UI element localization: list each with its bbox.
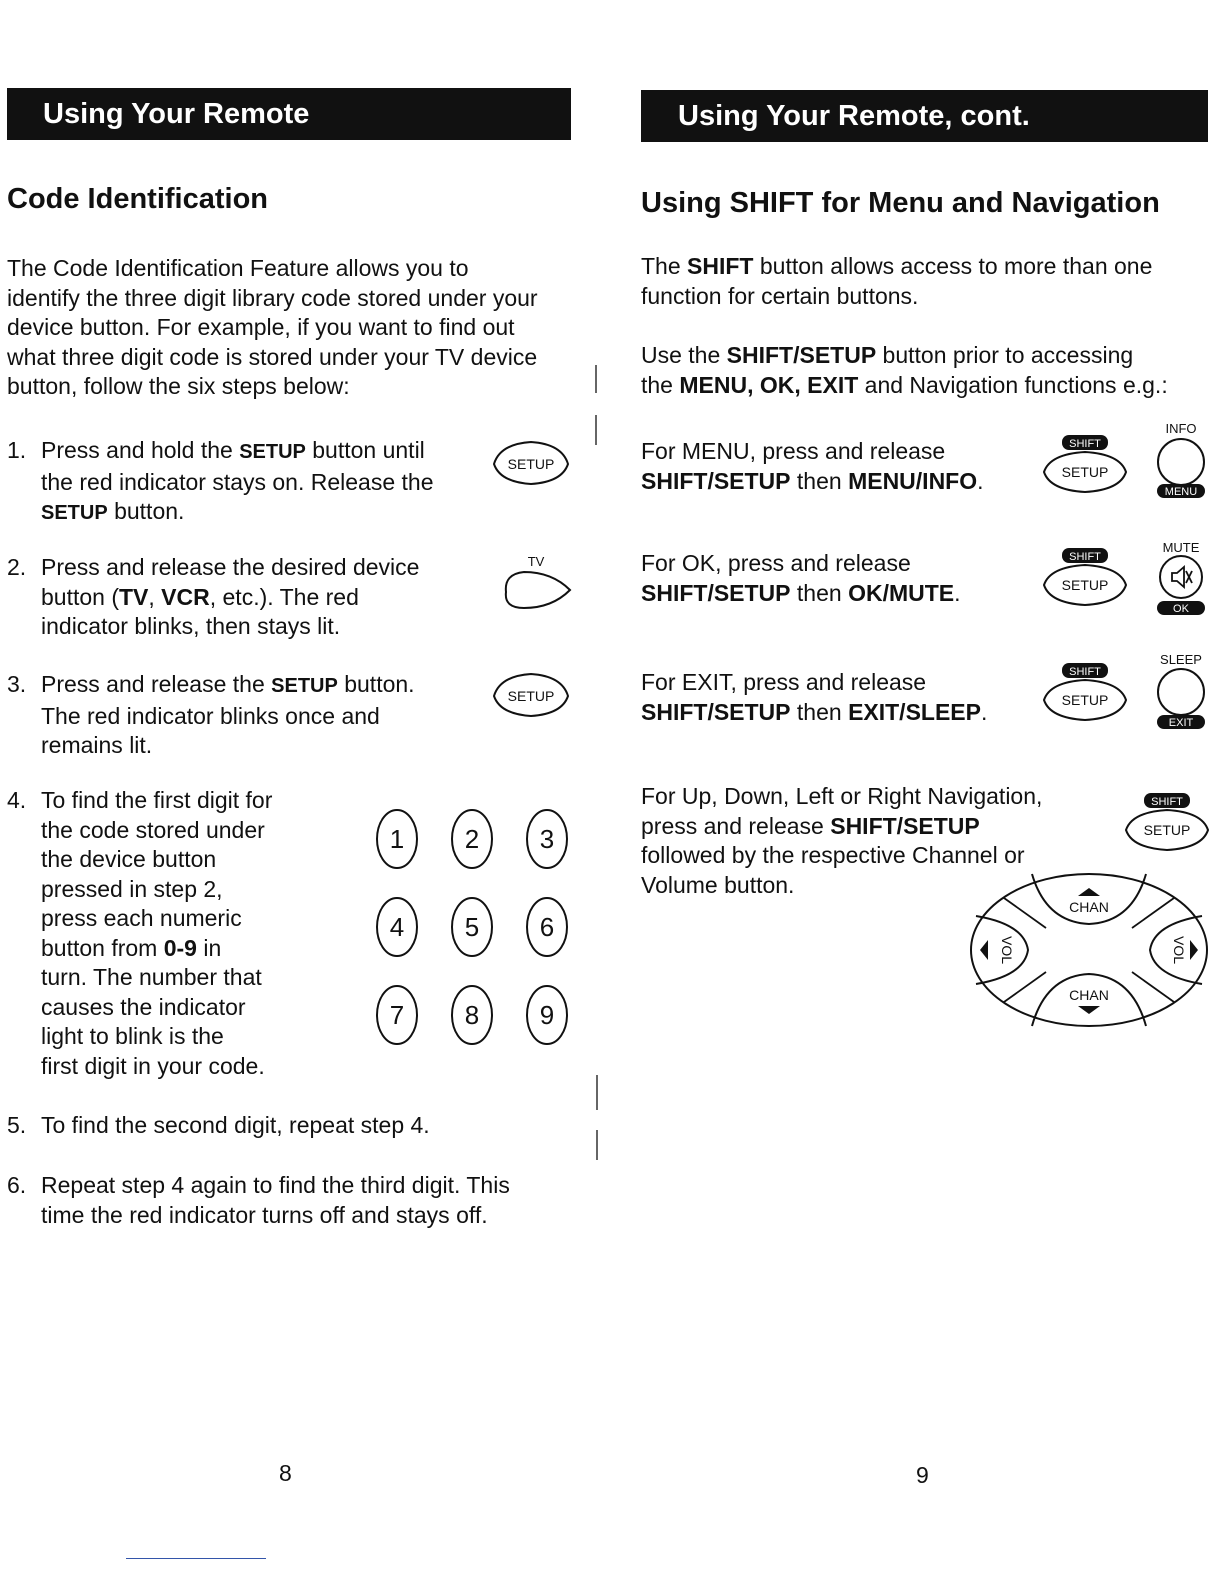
svg-text:MENU: MENU (1164, 486, 1198, 498)
right-banner: Using Your Remote, cont. (641, 90, 1208, 142)
svg-text:9: 9 (539, 1000, 555, 1030)
shift-setup-icon (1040, 432, 1130, 498)
volume-down-arrow-icon (980, 940, 988, 960)
left-heading: Code Identification (7, 183, 268, 215)
key-6-icon (525, 896, 569, 958)
menu-info-button-icon (1150, 418, 1212, 500)
left-intro (7, 254, 577, 402)
step-2-text: Press and release the desired device button (TV, VCR, etc.). The red indicator blinks, then stays lit. (41, 554, 420, 639)
right-page-number: 9 (916, 1462, 929, 1488)
intro-line: The Code Identification Feature allows you to (7, 255, 469, 281)
svg-text:INFO: INFO (1165, 421, 1197, 436)
svg-text:MUTE: MUTE (1162, 540, 1200, 555)
channel-down-arrow-icon (1078, 1006, 1100, 1014)
setup-button-icon (488, 668, 574, 722)
intro-line: button, follow the six steps below: (7, 373, 350, 399)
step-5-number: 5. (7, 1112, 27, 1138)
svg-text:EXIT: EXIT (1168, 717, 1194, 729)
shift-setup-icon (1122, 790, 1212, 856)
left-page-number: 8 (279, 1460, 292, 1486)
step-1-text: Press and hold the SETUP button until the red indicator stays on. Release the SETUP button. (41, 437, 434, 524)
svg-text:VOL: VOL (999, 935, 1015, 965)
ok-mute-button-icon (1150, 537, 1212, 619)
svg-text:8: 8 (464, 1000, 480, 1030)
step-4-number: 4. (7, 787, 27, 813)
key-2-icon (450, 808, 494, 870)
navigation-instruction: For Up, Down, Left or Right Navigation, press and release SHIFT/SETUP followed by the respective Channel or Volume button. (641, 783, 1043, 898)
step-6-text: Repeat step 4 again to find the third digit. This time the red indicator turns off and stays off. (41, 1172, 510, 1228)
exit-instruction: For EXIT, press and release SHIFT/SETUP then EXIT/SLEEP. (641, 669, 988, 725)
svg-text:SETUP: SETUP (1143, 822, 1191, 838)
menu-instruction: For MENU, press and release SHIFT/SETUP then MENU/INFO. (641, 438, 984, 494)
svg-text:SETUP: SETUP (1061, 464, 1109, 480)
svg-text:SETUP: SETUP (1061, 577, 1109, 593)
intro-line: what three digit code is stored under your TV device (7, 343, 538, 370)
binding-marks (588, 355, 604, 1175)
svg-text:4: 4 (389, 912, 405, 942)
svg-text:CHAN: CHAN (1069, 987, 1109, 1003)
setup-button-icon (488, 436, 574, 490)
key-9-icon (525, 984, 569, 1046)
svg-text:SETUP: SETUP (507, 456, 555, 472)
svg-text:7: 7 (389, 1000, 405, 1030)
svg-text:CHAN: CHAN (1069, 899, 1109, 915)
navigation-pad-icon (966, 868, 1212, 1032)
bottom-rule (126, 1558, 266, 1559)
channel-up-arrow-icon (1078, 888, 1100, 896)
key-3-icon (525, 808, 569, 870)
shift-setup-icon (1040, 660, 1130, 726)
svg-text:VOL: VOL (1171, 935, 1187, 965)
intro-line: device button. For example, if you want to find out (7, 314, 515, 340)
svg-text:SHIFT: SHIFT (1069, 551, 1101, 563)
svg-text:1: 1 (389, 824, 405, 854)
step-1-number: 1. (7, 437, 27, 463)
ok-instruction: For OK, press and release SHIFT/SETUP then OK/MUTE. (641, 550, 961, 606)
svg-text:SHIFT: SHIFT (1069, 438, 1101, 450)
step-6-number: 6. (7, 1172, 27, 1198)
svg-text:SHIFT: SHIFT (1151, 796, 1183, 808)
svg-text:2: 2 (464, 824, 480, 854)
volume-up-arrow-icon (1190, 940, 1198, 960)
left-banner: Using Your Remote (7, 88, 571, 140)
svg-text:TV: TV (527, 554, 545, 569)
mute-speaker-icon (1172, 567, 1192, 587)
svg-text:3: 3 (539, 824, 555, 854)
right-intro-2: Use the SHIFT/SETUP button prior to accessing the MENU, OK, EXIT and Navigation functions e.g.: (641, 342, 1168, 398)
step-5-text: To find the second digit, repeat step 4. (41, 1112, 430, 1138)
step-3-text: Press and release the SETUP button. The red indicator blinks once and remains lit. (41, 671, 415, 758)
svg-text:SETUP: SETUP (1061, 692, 1109, 708)
step-3-number: 3. (7, 671, 27, 697)
svg-text:SHIFT: SHIFT (1069, 666, 1101, 678)
key-7-icon (375, 984, 419, 1046)
right-intro-1: The SHIFT button allows access to more than one function for certain buttons. (641, 253, 1153, 309)
step-4-text: To find the first digit for the code stored under the device button pressed in step 2, press each numeric button from 0-9 in turn. The number that causes the indicator light to blink is the first digit in your code. (41, 787, 273, 1079)
key-5-icon (450, 896, 494, 958)
exit-sleep-button-icon (1150, 648, 1212, 732)
intro-line: identify the three digit library code stored under your (7, 284, 538, 311)
key-1-icon (375, 808, 419, 870)
step-2-number: 2. (7, 554, 27, 580)
svg-text:5: 5 (464, 912, 480, 942)
svg-text:SLEEP: SLEEP (1160, 652, 1202, 667)
right-heading: Using SHIFT for Menu and Navigation (641, 187, 1160, 219)
shift-setup-icon (1040, 545, 1130, 611)
svg-text:SETUP: SETUP (507, 688, 555, 704)
svg-text:OK: OK (1173, 603, 1189, 615)
svg-text:6: 6 (539, 912, 555, 942)
key-8-icon (450, 984, 494, 1046)
tv-button-icon (496, 548, 576, 612)
key-4-icon (375, 896, 419, 958)
